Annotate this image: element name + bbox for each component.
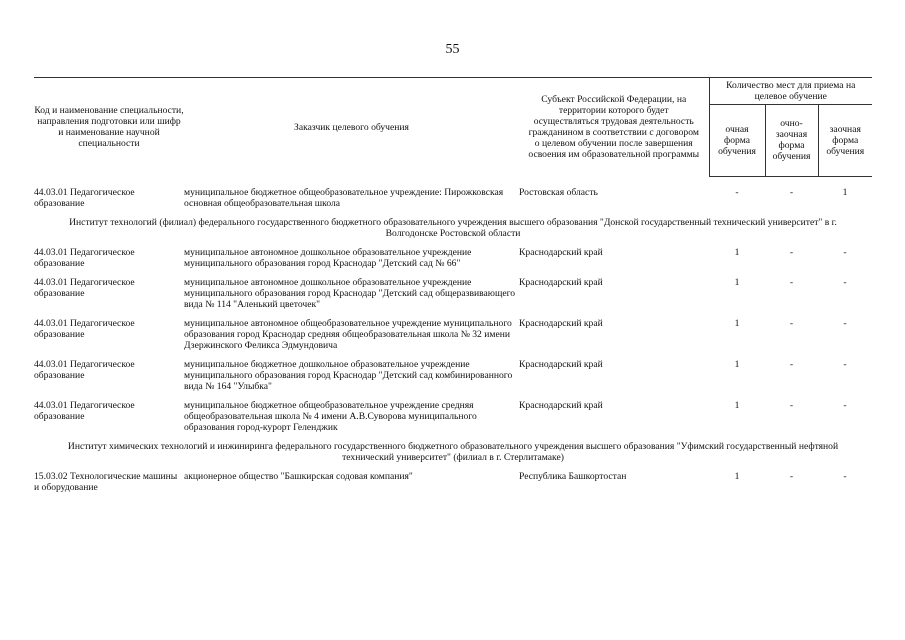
specialty-cell: 15.03.02 Технологические машины и оборудование [34,470,178,493]
fulltime-cell: 1 [734,317,740,329]
table-row [34,471,872,501]
fulltime-cell: 1 [734,358,740,370]
parttime-cell: - [843,470,847,482]
parttime-cell: - [843,358,847,370]
mixed-cell: - [789,246,794,258]
mixed-cell: - [789,358,794,370]
customer-cell: муниципальное бюджетное общеобразовательное учреждение: Пирожковская основная общеобразовательная школа [184,186,504,209]
header-mixed: очно-заочная форма обучения [765,105,818,177]
specialty-cell: 44.03.01 Педагогическое образование [34,399,135,422]
subject-cell: Ростовская область [519,186,598,198]
customer-cell: муниципальное бюджетное дошкольное образовательное учреждение муниципального образования город Краснодар "Детский сад комбинированного вида № 164 "Улыбка" [184,358,513,392]
institute-heading [34,441,872,471]
table-row [34,400,872,441]
parttime-cell: 1 [842,186,848,198]
header-customer: Заказчик целевого обучения [184,78,519,177]
subject-cell: Краснодарский край [519,276,603,288]
customer-cell: муниципальное бюджетное общеобразовательное учреждение средняя общеобразовательная школа № 4 имени А.В.Суворова муниципального образования город-курорт Геленджик [184,399,477,433]
customer-cell: акционерное общество "Башкирская содовая компания" [184,470,413,482]
specialty-cell: 44.03.01 Педагогическое образование [34,186,135,209]
fulltime-cell: 1 [734,246,740,258]
page-number: 55 [445,42,460,57]
fulltime-cell: 1 [734,399,740,411]
header-places: Количество мест для приема на целевое обучение [709,78,872,105]
parttime-cell: - [843,399,847,411]
fulltime-cell: 1 [734,276,740,288]
table-row [34,359,872,400]
customer-cell: муниципальное автономное дошкольное образовательное учреждение муниципального образования город Краснодар "Детский сад № 66" [184,246,472,269]
parttime-cell: - [843,276,847,288]
specialty-cell: 44.03.01 Педагогическое образование [34,246,135,269]
table-row [34,318,872,359]
parttime-cell: - [843,317,847,329]
subject-cell: Республика Башкортостан [519,470,627,482]
specialty-cell: 44.03.01 Педагогическое образование [34,276,135,299]
specialty-cell: 44.03.01 Педагогическое образование [34,317,135,340]
institute-heading [34,217,872,247]
table-header [34,78,872,177]
header-subject: Субъект Российской Федерации, на территории которого будет осуществляться трудовая деятельность гражданином в соответствии с договором о целевом обучении после завершения освоения им образовательной программы [519,78,709,177]
customer-cell: муниципальное автономное дошкольное образовательное учреждение муниципального образования город Краснодар "Детский сад общеразвивающего вида № 114 "Аленький цветочек" [184,276,516,310]
header-fulltime: очная форма обучения [709,105,765,177]
mixed-cell: - [789,276,794,288]
table-row [34,187,872,217]
header-parttime: заочная форма обучения [818,105,872,177]
table-row [34,277,872,318]
table-body [34,176,872,501]
table-row [34,247,872,277]
specialty-cell: 44.03.01 Педагогическое образование [34,358,135,381]
institute-text: Институт технологий (филиал) федерального государственного бюджетного образовательного учреждения высшего образования "Донской государственный технический университет" в г. Волгодонске Ростовской области [69,216,837,239]
subject-cell: Краснодарский край [519,246,603,258]
subject-cell: Краснодарский край [519,358,603,370]
mixed-cell: - [789,399,794,411]
header-specialty: Код и наименование специальности, направления подготовки или шифр и наименование научной специальности [34,78,184,177]
fulltime-cell: - [735,186,739,198]
mixed-cell: - [789,317,794,329]
subject-cell: Краснодарский край [519,399,603,411]
customer-cell: муниципальное автономное общеобразовательное учреждение муниципального образования город Краснодар средняя общеобразовательная школа № 32 имени Дзержинского Феликса Эдмундовича [184,317,512,351]
mixed-cell: - [789,186,794,198]
institute-text: Институт химических технологий и инжиниринга федерального государственного бюджетного образовательного учреждения высшего образования "Уфимский государственный нефтяной технический университет" (филиал в г. Стерлитамаке) [67,440,839,463]
target-admission-table [34,77,872,501]
parttime-cell: - [843,246,847,258]
fulltime-cell: 1 [734,470,740,482]
mixed-cell: - [789,470,794,482]
subject-cell: Краснодарский край [519,317,603,329]
